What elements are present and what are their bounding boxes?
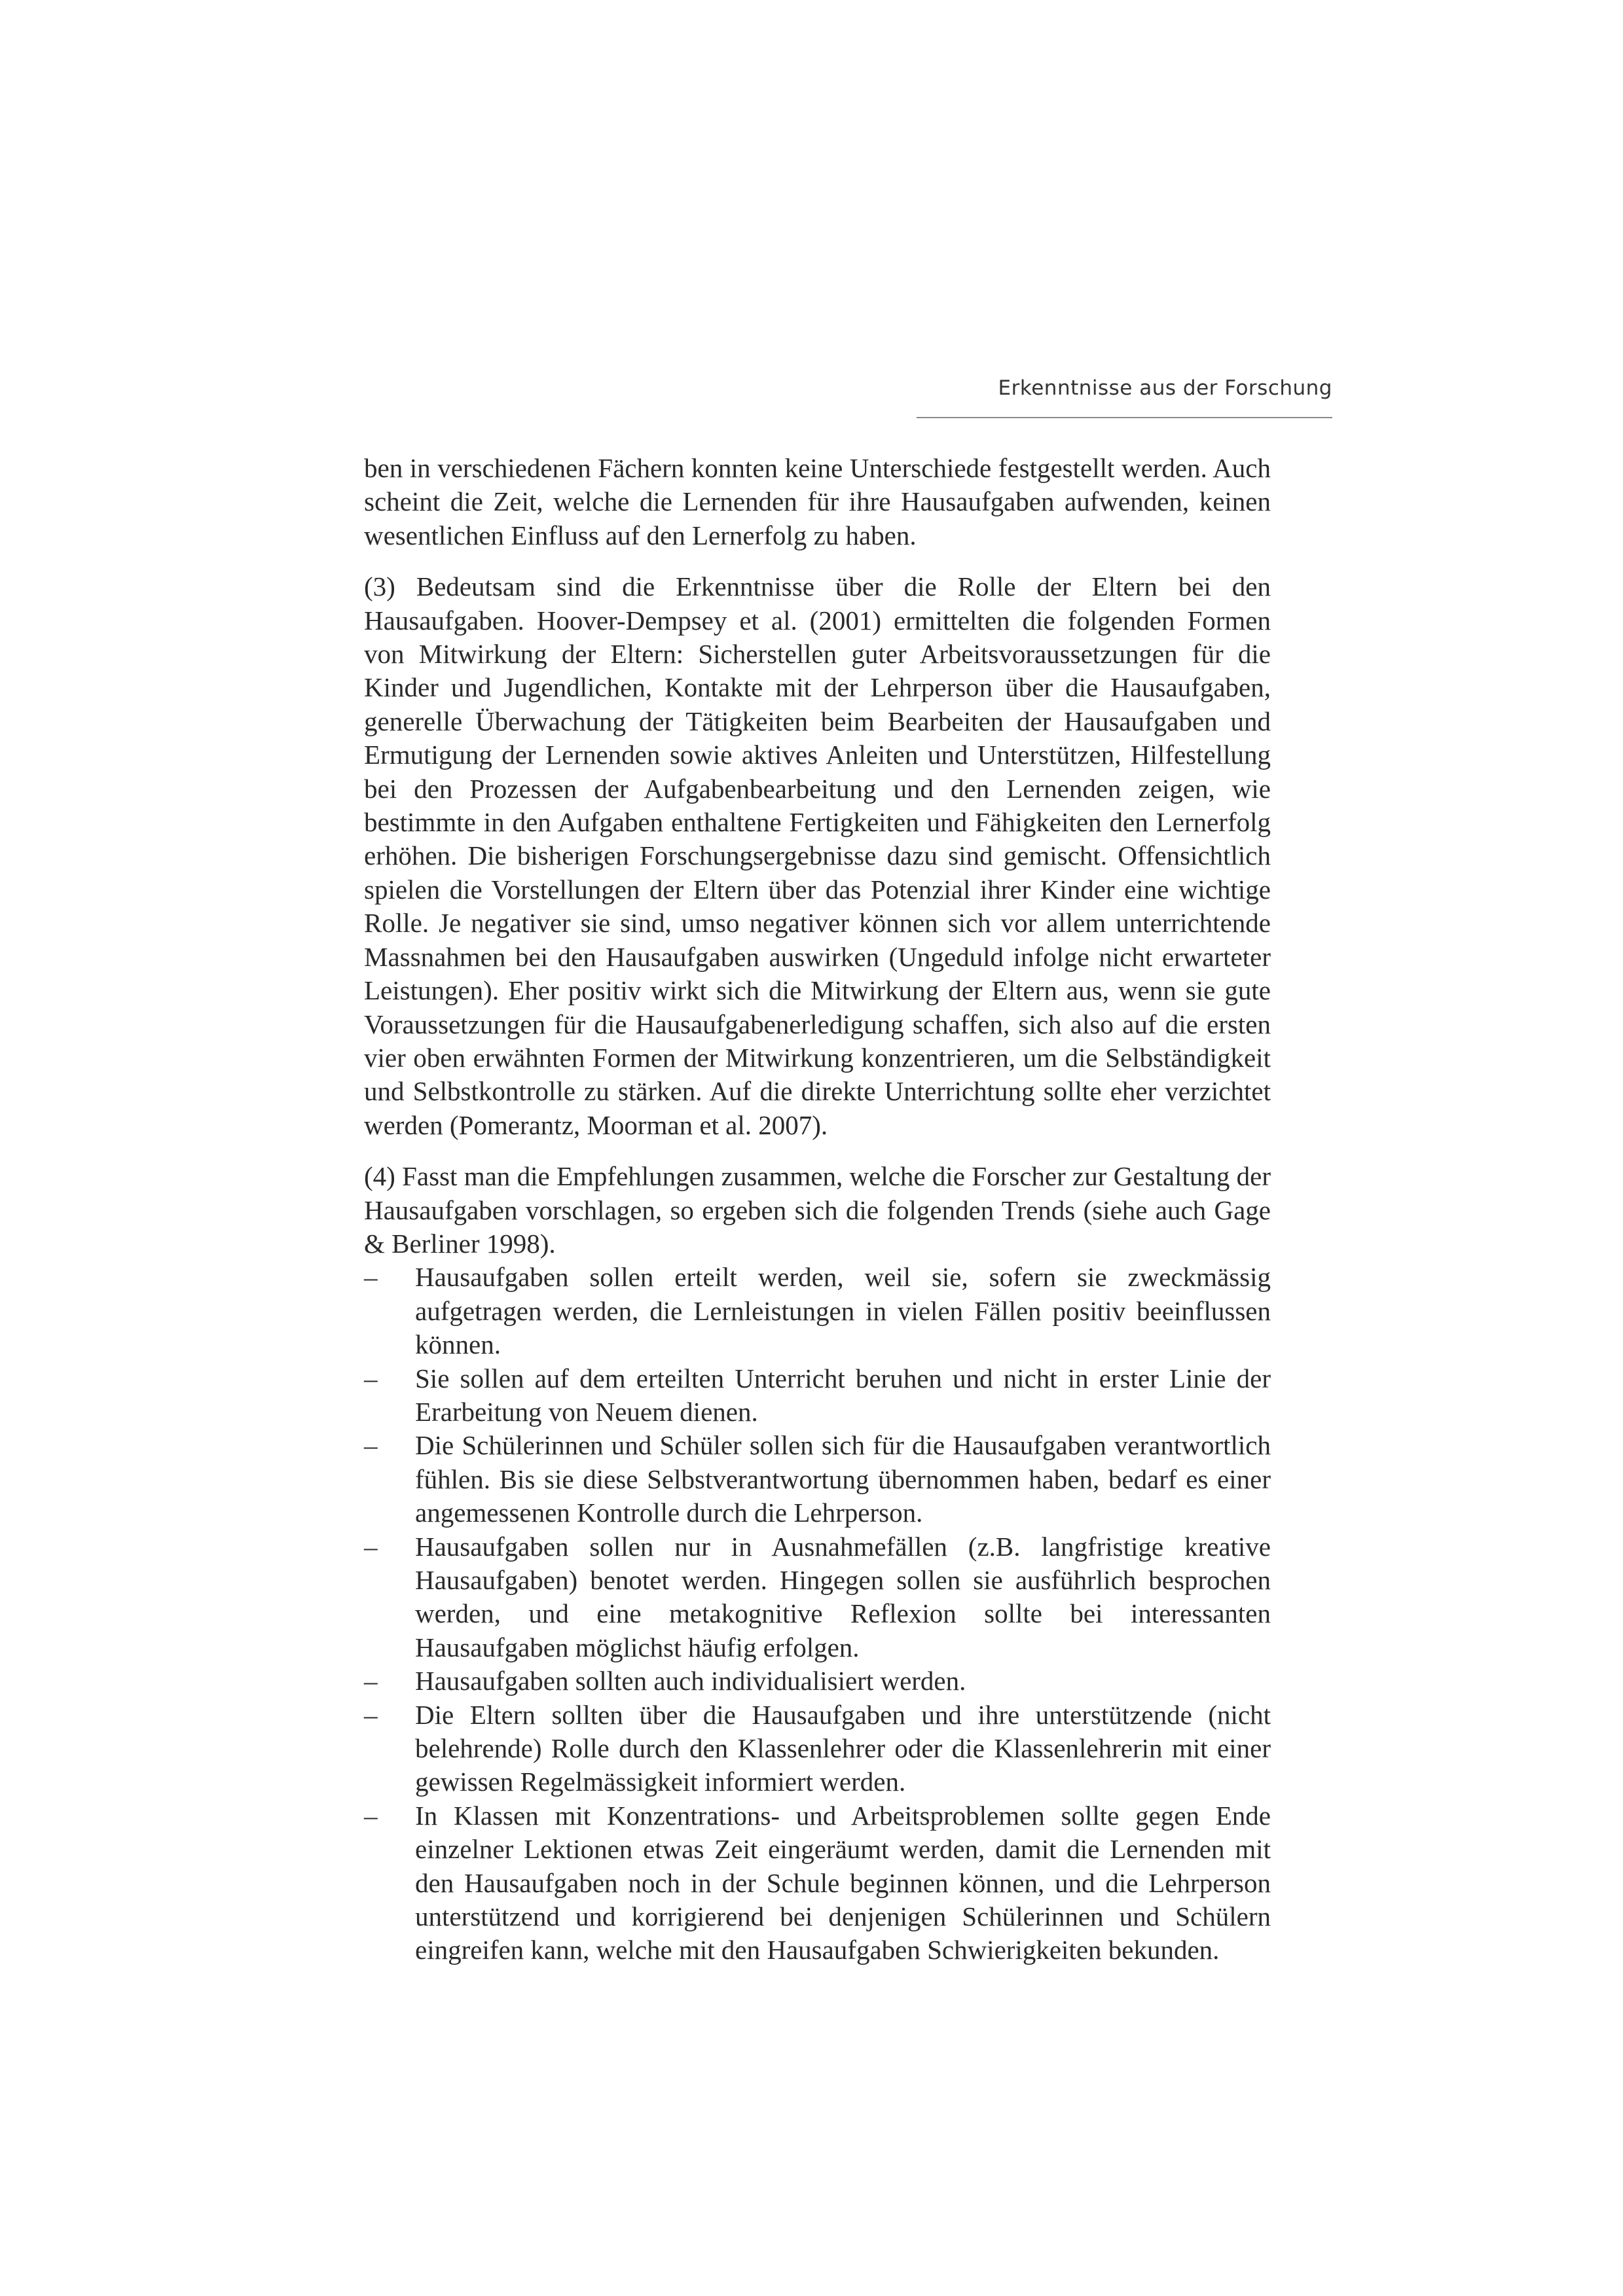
list-dash: – (364, 1430, 378, 1461)
list-item (364, 1362, 1271, 1429)
list-item-text: Hausaufgaben sollten auch individualisiert werden. (415, 1666, 966, 1696)
paragraph-recommendations: (4) Fasst man die Empfehlungen zusammen, welche die Forscher zur Gestaltung der Hausaufgaben vorschlagen, so ergeben sich die folgenden Trends (siehe auch Gage & Berliner 1998). (364, 1161, 1271, 1259)
list-item (364, 1664, 1271, 1698)
list-dash: – (364, 1800, 378, 1831)
list-item-text: Die Eltern sollten über die Hausaufgaben und ihre unterstützende (nicht belehrende) Rolle durch den Klassenlehrer oder die Klassenlehrerin mit einer gewissen Regelmässigkeit informiert werden. (415, 1699, 1271, 1797)
body-text (364, 452, 1271, 1967)
list-dash: – (364, 1262, 378, 1293)
recommendations-list (364, 1261, 1271, 1967)
list-dash: – (364, 1699, 378, 1730)
list-item-text: Die Schülerinnen und Schüler sollen sich für die Hausaufgaben verantwortlich fühlen. Bis sie diese Selbstverantwortung übernommen haben, bedarf es einer angemessenen Kontrolle durch die Lehrperson. (415, 1430, 1271, 1528)
list-item (364, 1530, 1271, 1665)
list-item (364, 1429, 1271, 1530)
list-item (364, 1698, 1271, 1799)
list-item-text: Hausaufgaben sollen nur in Ausnahmefällen (z.B. langfristige kreative Hausaufgaben) benotet werden. Hingegen sollen sie ausführlich besprochen werden, und eine metakognitive Reflexion sollte bei interessanten Hausaufgaben möglichst häufig erfolgen. (415, 1531, 1271, 1662)
paragraph-parent-role: (3) Bedeutsam sind die Erkenntnisse über die Rolle der Eltern bei den Hausaufgaben. Hoover-Dempsey et al. (2001) ermittelten die folgenden Formen von Mitwirkung der Eltern: Sicherstellen guter Arbeitsvoraussetzungen für die Kinder und Jugendlichen, Kontakte mit der Lehrperson über die Hausaufgaben, generelle Überwachung der Tätigkeiten beim Bearbeiten der Hausaufgaben und Ermutigung der Lernenden sowie aktives Anleiten und Unterstützen, Hilfestellung bei den Prozessen der Aufgabenbearbeitung und den Lernenden zeigen, wie bestimmte in den Aufgaben enthaltene Fertigkeiten und Fähigkeiten den Lernerfolg erhöhen. Die bisherigen Forschungsergebnisse dazu sind gemischt. Offensichtlich spielen die Vorstellungen der Eltern über das Potenzial ihrer Kinder eine wichtige Rolle. Je negativer sie sind, umso negativer können sich vor allem unterrichtende Massnahmen bei den Hausaufgaben auswirken (Ungeduld infolge nicht erwarteter Leistungen). Eher positiv wirkt sich die Mitwirkung der Eltern aus, wenn sie gute Voraussetzungen für die Hausaufgabenerledigung schaffen, sich also auf die ersten vier oben erwähnten Formen der Mitwirkung konzentrieren, um die Selbständigkeit und Selbstkontrolle zu stärken. Auf die direkte Unterrichtung sollte eher verzichtet werden (Pomerantz, Moorman et al. 2007). (364, 571, 1271, 1140)
paragraph-continuation: ben in verschiedenen Fächern konnten keine Unterschiede festgestellt werden. Auch scheint die Zeit, welche die Lernenden für ihre Hausaufgaben aufwenden, keinen wesentlichen Einfluss auf den Lernerfolg zu haben. (364, 453, 1271, 550)
list-item (364, 1799, 1271, 1967)
list-item-text: Hausaufgaben sollen erteilt werden, weil sie, sofern sie zweckmässig aufgetragen werden, die Lernleistungen in vielen Fällen positiv beeinflussen können. (415, 1262, 1271, 1360)
list-item-text: In Klassen mit Konzentrations- und Arbeitsproblemen sollte gegen Ende einzelner Lektionen etwas Zeit eingeräumt werden, damit die Lernenden mit den Hausaufgaben noch in der Schule beginnen können, und die Lehrperson unterstützend und korrigierend bei denjenigen Schülerinnen und Schülern eingreifen kann, welche mit den Hausaufgaben Schwierigkeiten bekunden. (415, 1800, 1271, 1965)
list-item (364, 1261, 1271, 1361)
list-dash: – (364, 1363, 378, 1393)
header-rule (917, 417, 1332, 418)
list-dash: – (364, 1531, 378, 1562)
list-dash: – (364, 1666, 378, 1696)
list-item-text: Sie sollen auf dem erteilten Unterricht beruhen und nicht in erster Linie der Erarbeitung von Neuem dienen. (415, 1363, 1271, 1427)
running-header: Erkenntnisse aus der Forschung (998, 376, 1332, 400)
